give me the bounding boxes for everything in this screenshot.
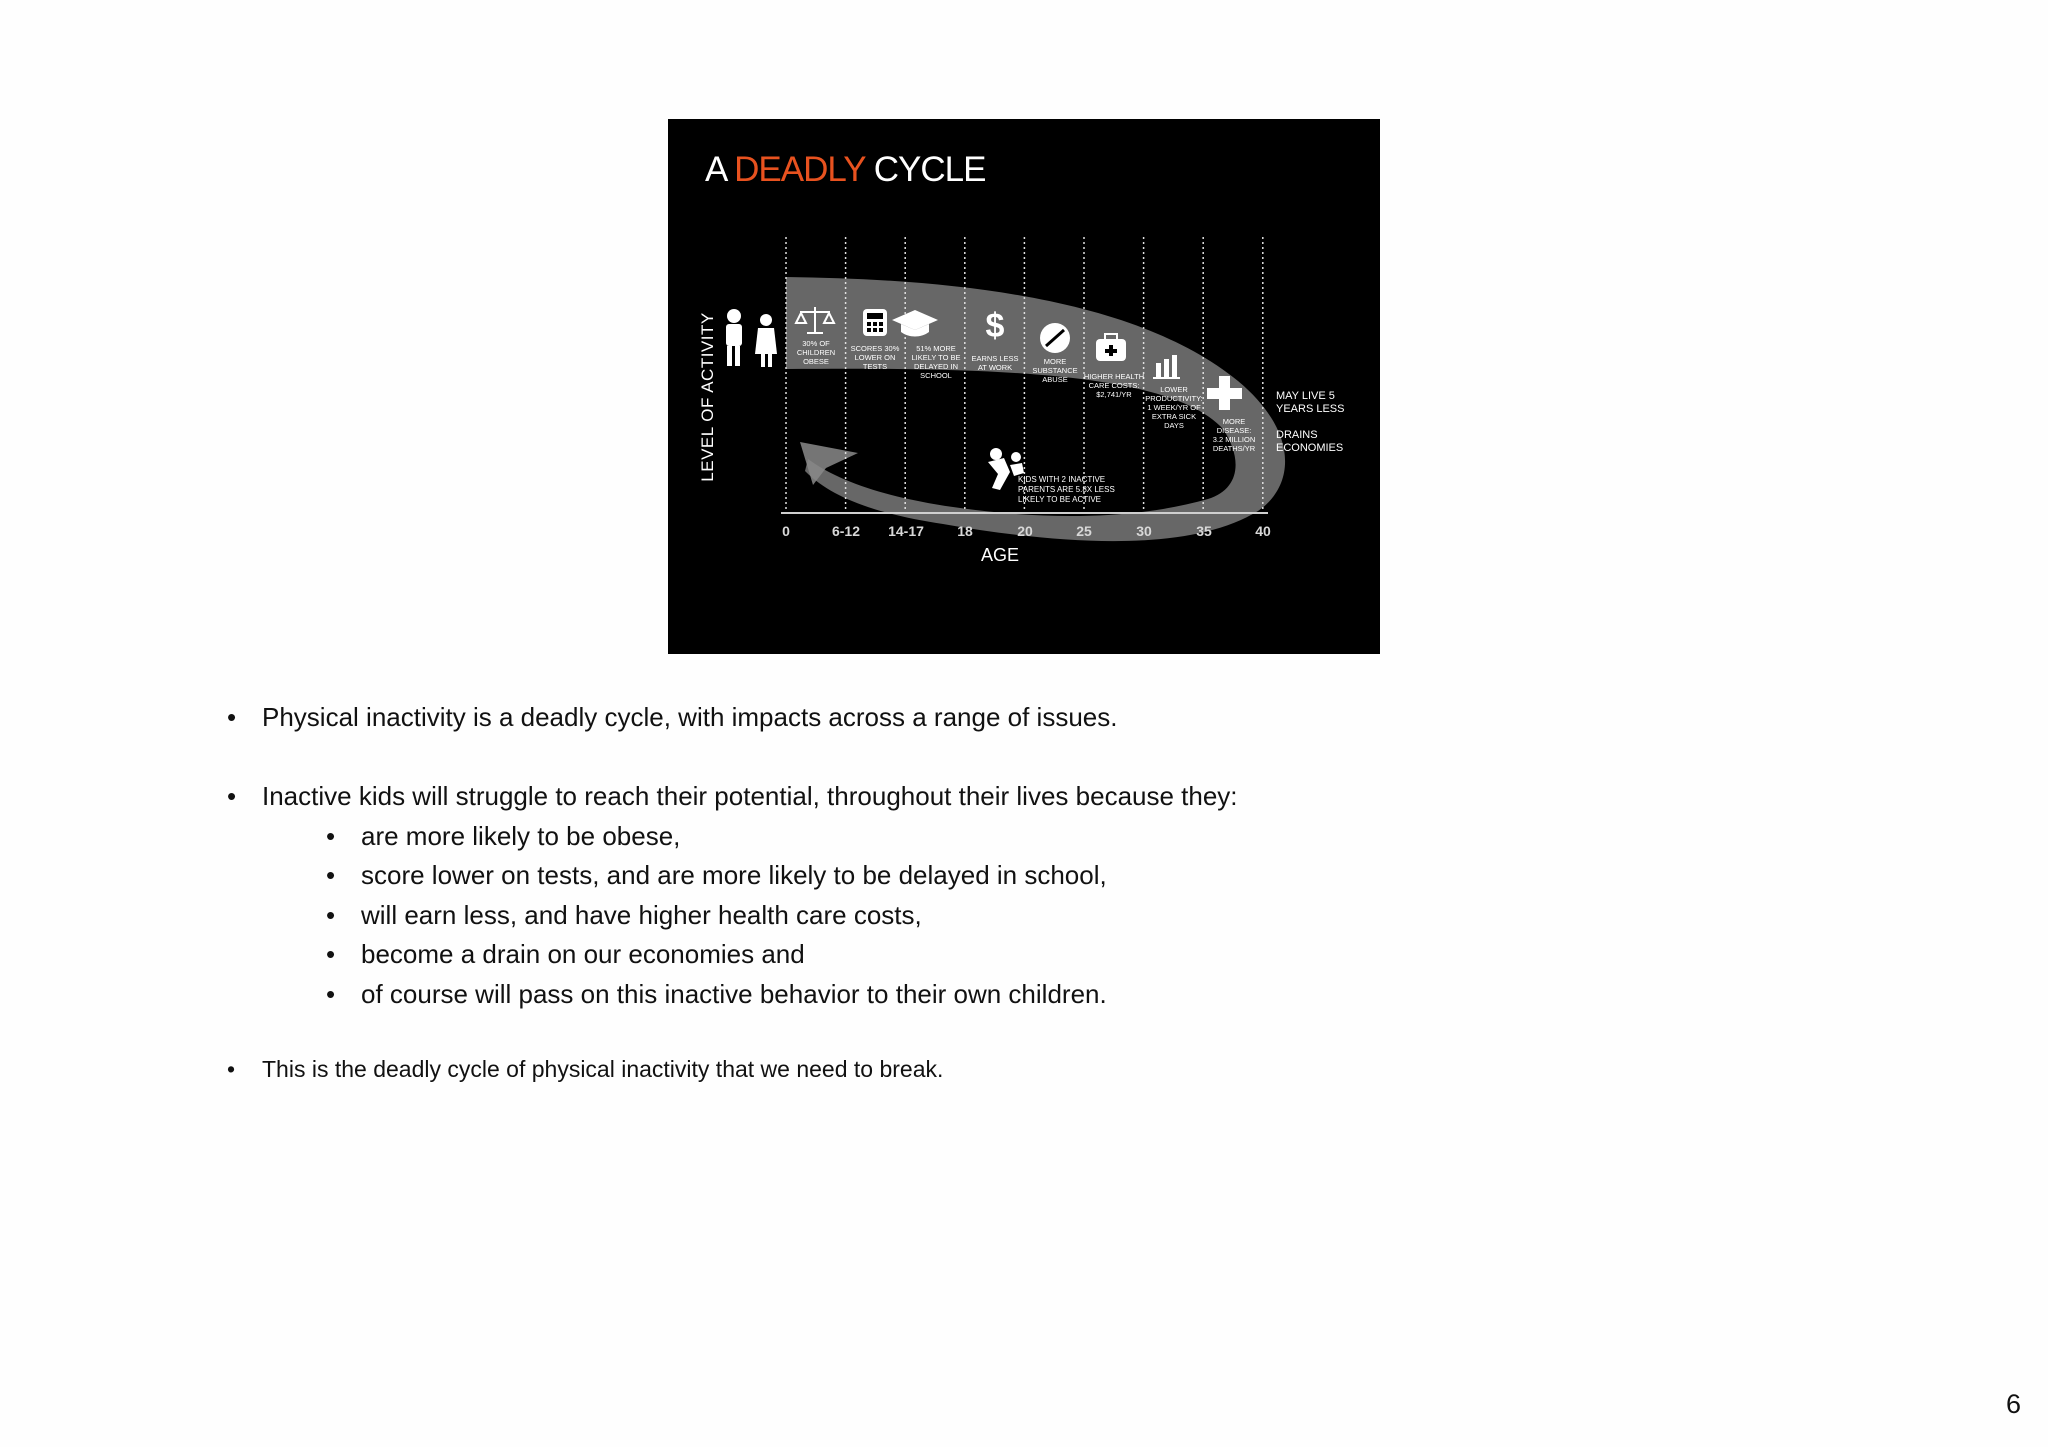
stage-caption: HIGHER HEALTH CARE COSTS: $2,741/YR (1083, 372, 1145, 399)
list-item (227, 781, 1238, 812)
list-item (227, 1056, 944, 1083)
list-item-text: score lower on tests, and are more likely to be delayed in school, (361, 860, 1107, 890)
stage-caption: 30% OF CHILDREN OBESE (796, 339, 836, 366)
bullet: • (326, 900, 336, 930)
age-tick: 0 (782, 523, 790, 539)
stage-caption: LOWER PRODUCTIVITY: 1 WEEK/YR OF EXTRA SICK DAYS (1145, 385, 1203, 430)
list-item-text: become a drain on our economies and (361, 939, 805, 969)
list-item-text: will earn less, and have higher health care costs, (361, 900, 922, 930)
kids-note: KIDS WITH 2 INACTIVE PARENTS ARE 5.8X LESS LIKELY TO BE ACTIVE (1018, 475, 1115, 504)
sub-list-item (326, 860, 1107, 891)
list-item (227, 702, 1118, 733)
x-axis-label: AGE (980, 545, 1020, 565)
age-tick: 35 (1196, 523, 1212, 539)
sub-list-item (326, 979, 1107, 1010)
sub-list-item (326, 821, 681, 852)
list-item-text: are more likely to be obese, (361, 821, 681, 851)
age-tick: 20 (1017, 523, 1033, 539)
figure-title: A DEADLY CYCLE (705, 150, 986, 189)
dollar-icon: $ (985, 307, 1005, 345)
outcome-drains-economies: DRAINS ECONOMIES (1276, 429, 1344, 454)
stage-caption: MORE SUBSTANCE ABUSE (1032, 357, 1078, 384)
bullet: • (326, 821, 336, 851)
list-item-text: of course will pass on this inactive behavior to their own children. (361, 979, 1107, 1009)
page-number: 6 (2005, 1389, 2021, 1419)
figure-title-accent: DEADLY (734, 150, 865, 189)
y-axis-label: LEVEL OF ACTIVITY (698, 312, 717, 482)
age-tick: 30 (1136, 523, 1152, 539)
list-item-text: Inactive kids will struggle to reach their potential, throughout their lives because they: (262, 781, 1238, 811)
list-item-text: Physical inactivity is a deadly cycle, with impacts across a range of issues. (262, 702, 1118, 732)
age-tick: 25 (1076, 523, 1092, 539)
bullet: • (227, 781, 237, 811)
age-tick: 40 (1255, 523, 1271, 539)
stage-caption: EARNS LESS AT WORK (971, 354, 1019, 372)
stage-caption: SCORES 30% LOWER ON TESTS (850, 344, 900, 371)
bullet: • (227, 702, 237, 732)
bullet: • (326, 939, 336, 969)
age-tick: 14-17 (888, 523, 924, 539)
list-item-text: This is the deadly cycle of physical inactivity that we need to break. (262, 1056, 944, 1082)
sub-list-item (326, 939, 805, 970)
stage-caption: MORE DISEASE: 3.2 MILLION DEATHS/YR (1212, 417, 1256, 453)
age-tick: 6-12 (831, 523, 861, 539)
bullet: • (326, 860, 336, 890)
sub-list-item (326, 900, 922, 931)
bullet: • (326, 979, 336, 1009)
age-tick: 18 (957, 523, 973, 539)
outcome-live-less: MAY LIVE 5 YEARS LESS (1276, 390, 1345, 415)
bullet: • (227, 1056, 236, 1082)
stage-caption: 51% MORE LIKELY TO BE DELAYED IN SCHOOL (911, 344, 961, 380)
